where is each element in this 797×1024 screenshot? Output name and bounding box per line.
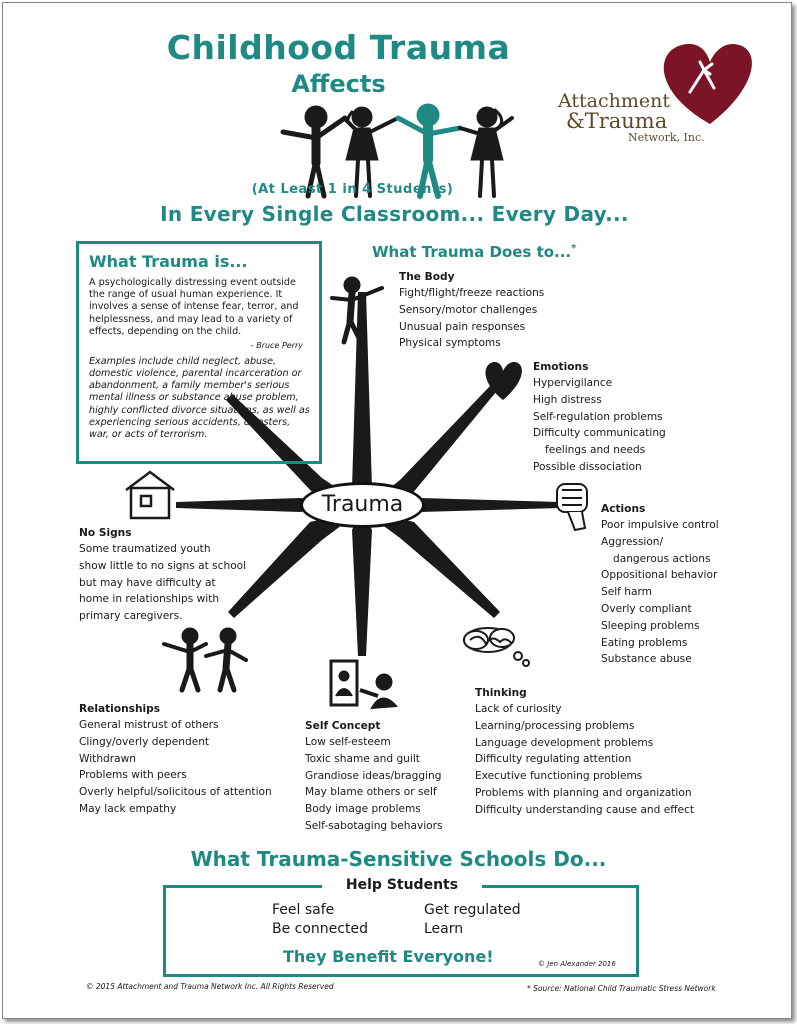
list-item: Get regulated xyxy=(424,902,521,918)
list-item: Physical symptoms xyxy=(399,337,501,350)
benefit-text: They Benefit Everyone! xyxy=(283,947,494,966)
help-students-label: Help Students xyxy=(322,877,482,893)
list-item: Withdrawn xyxy=(79,752,137,765)
list-item: Grandiose ideas/bragging xyxy=(305,769,442,782)
list-item: Poor impulsive control xyxy=(601,519,719,531)
emotions-title: Emotions xyxy=(533,361,589,373)
list-item: Toxic shame and guilt xyxy=(305,752,420,765)
list-item: Overly helpful/solicitous of attention xyxy=(79,786,272,799)
list-item: Difficulty communicating xyxy=(533,427,666,440)
list-item: feelings and needs xyxy=(545,444,646,457)
source-note: * Source: National Child Traumatic Stress Network xyxy=(527,984,716,993)
list-item: Unusual pain responses xyxy=(399,320,526,333)
definition-examples: Examples include child neglect, abuse, domestic violence, parental incarceration or abandonment, a family member's serious mental illness or substance abuse problem, highly conflicted divorce situations, as well as experiencing serious accidents, disasters, war, or acts of terrorism. xyxy=(89,355,310,440)
list-item: Low self-esteem xyxy=(305,736,391,748)
logo-line-1: Attachment xyxy=(558,90,670,112)
fist-icon xyxy=(557,484,587,530)
no-signs-section xyxy=(79,525,246,625)
logo-line-3: Network, Inc. xyxy=(628,131,705,144)
effects-title-marker: * xyxy=(571,243,577,254)
relationships-title: Relationships xyxy=(79,703,161,715)
statistic-text: (At Least 1 in 4 Students) xyxy=(251,182,454,197)
body-title: The Body xyxy=(399,271,455,283)
thinking-section xyxy=(475,685,694,819)
list-item: Difficulty understanding cause and effect xyxy=(475,803,695,816)
trauma-center-label: Trauma xyxy=(300,482,425,528)
list-item: Overly compliant xyxy=(601,602,692,615)
list-item: Clingy/overly dependent xyxy=(79,735,210,748)
list-item: Aggression/ xyxy=(601,535,664,548)
list-item: dangerous actions xyxy=(613,552,711,565)
thinking-title: Thinking xyxy=(475,687,527,699)
list-item: Difficulty regulating attention xyxy=(475,753,632,766)
page-subtitle: Affects xyxy=(291,70,386,98)
list-item: Learn xyxy=(424,921,464,937)
list-item: home in relationships with xyxy=(79,593,220,606)
help-list xyxy=(272,901,521,939)
self-concept-section xyxy=(305,718,443,835)
self-concept-title: Self Concept xyxy=(305,720,381,732)
list-item: Self-regulation problems xyxy=(533,410,663,423)
copyright-notice: © 2015 Attachment and Trauma Network Inc. All Rights Reserved xyxy=(86,982,334,991)
list-item: Feel safe xyxy=(272,902,335,918)
definition-box xyxy=(76,241,322,464)
definition-attribution: - Bruce Perry xyxy=(250,340,303,350)
list-item: Lack of curiosity xyxy=(475,703,562,715)
list-item: Self harm xyxy=(601,586,652,599)
body-section xyxy=(399,269,544,352)
help-list-col2 xyxy=(424,901,564,939)
page-title: Childhood Trauma xyxy=(166,28,511,67)
list-item: show little to no signs at school xyxy=(79,559,247,572)
list-item: primary caregivers. xyxy=(79,610,183,623)
list-item: Sensory/motor challenges xyxy=(399,303,538,316)
actions-section xyxy=(601,501,719,668)
list-item: Possible dissociation xyxy=(533,460,642,473)
list-item: High distress xyxy=(533,393,602,406)
list-item: Self-sabotaging behaviors xyxy=(305,819,443,832)
list-item: Some traumatized youth xyxy=(79,543,211,555)
tagline: In Every Single Classroom... Every Day... xyxy=(160,202,629,226)
list-item: Body image problems xyxy=(305,803,421,816)
schools-title: What Trauma-Sensitive Schools Do... xyxy=(190,847,607,871)
effects-title-text: What Trauma Does to... xyxy=(372,243,572,261)
author-credit: © Jen Alexander 2016 xyxy=(538,960,616,968)
relationships-section xyxy=(79,701,272,818)
list-item: Sleeping problems xyxy=(601,619,700,632)
list-item: Problems with peers xyxy=(79,769,187,782)
two-figures-icon xyxy=(164,628,246,690)
list-item: Oppositional behavior xyxy=(601,569,718,582)
emotions-section xyxy=(533,359,666,476)
list-item: Hypervigilance xyxy=(533,377,613,389)
list-item: May lack empathy xyxy=(79,802,177,815)
list-item: Executive functioning problems xyxy=(475,770,643,783)
logo-line-2: &Trauma xyxy=(566,109,668,133)
actions-title: Actions xyxy=(601,503,646,515)
mirror-figure-icon xyxy=(331,661,396,708)
list-item: but may have difficulty at xyxy=(79,576,216,589)
list-item: Learning/processing problems xyxy=(475,719,635,732)
list-item: Substance abuse xyxy=(601,653,692,666)
list-item: May blame others or self xyxy=(305,786,437,799)
logo-wordmark xyxy=(558,92,705,143)
list-item: Fight/flight/freeze reactions xyxy=(399,287,545,299)
list-item: Be connected xyxy=(272,921,368,937)
list-item: Language development problems xyxy=(475,736,654,749)
house-icon xyxy=(126,472,174,518)
list-item: General mistrust of others xyxy=(79,719,219,731)
no-signs-title: No Signs xyxy=(79,527,132,539)
list-item: Problems with planning and organization xyxy=(475,786,692,799)
list-item: Eating problems xyxy=(601,636,688,649)
definition-text: A psychologically distressing event outside the range of usual human experience. It involves a sense of intense fear, terror, and helplessness, and may lead to a variety of effects, depending on the child. xyxy=(89,277,299,337)
thought-cloud-icon xyxy=(464,628,529,666)
definition-title: What Trauma is... xyxy=(89,252,248,271)
body-figure-icon xyxy=(332,277,382,342)
effects-title xyxy=(372,243,576,261)
